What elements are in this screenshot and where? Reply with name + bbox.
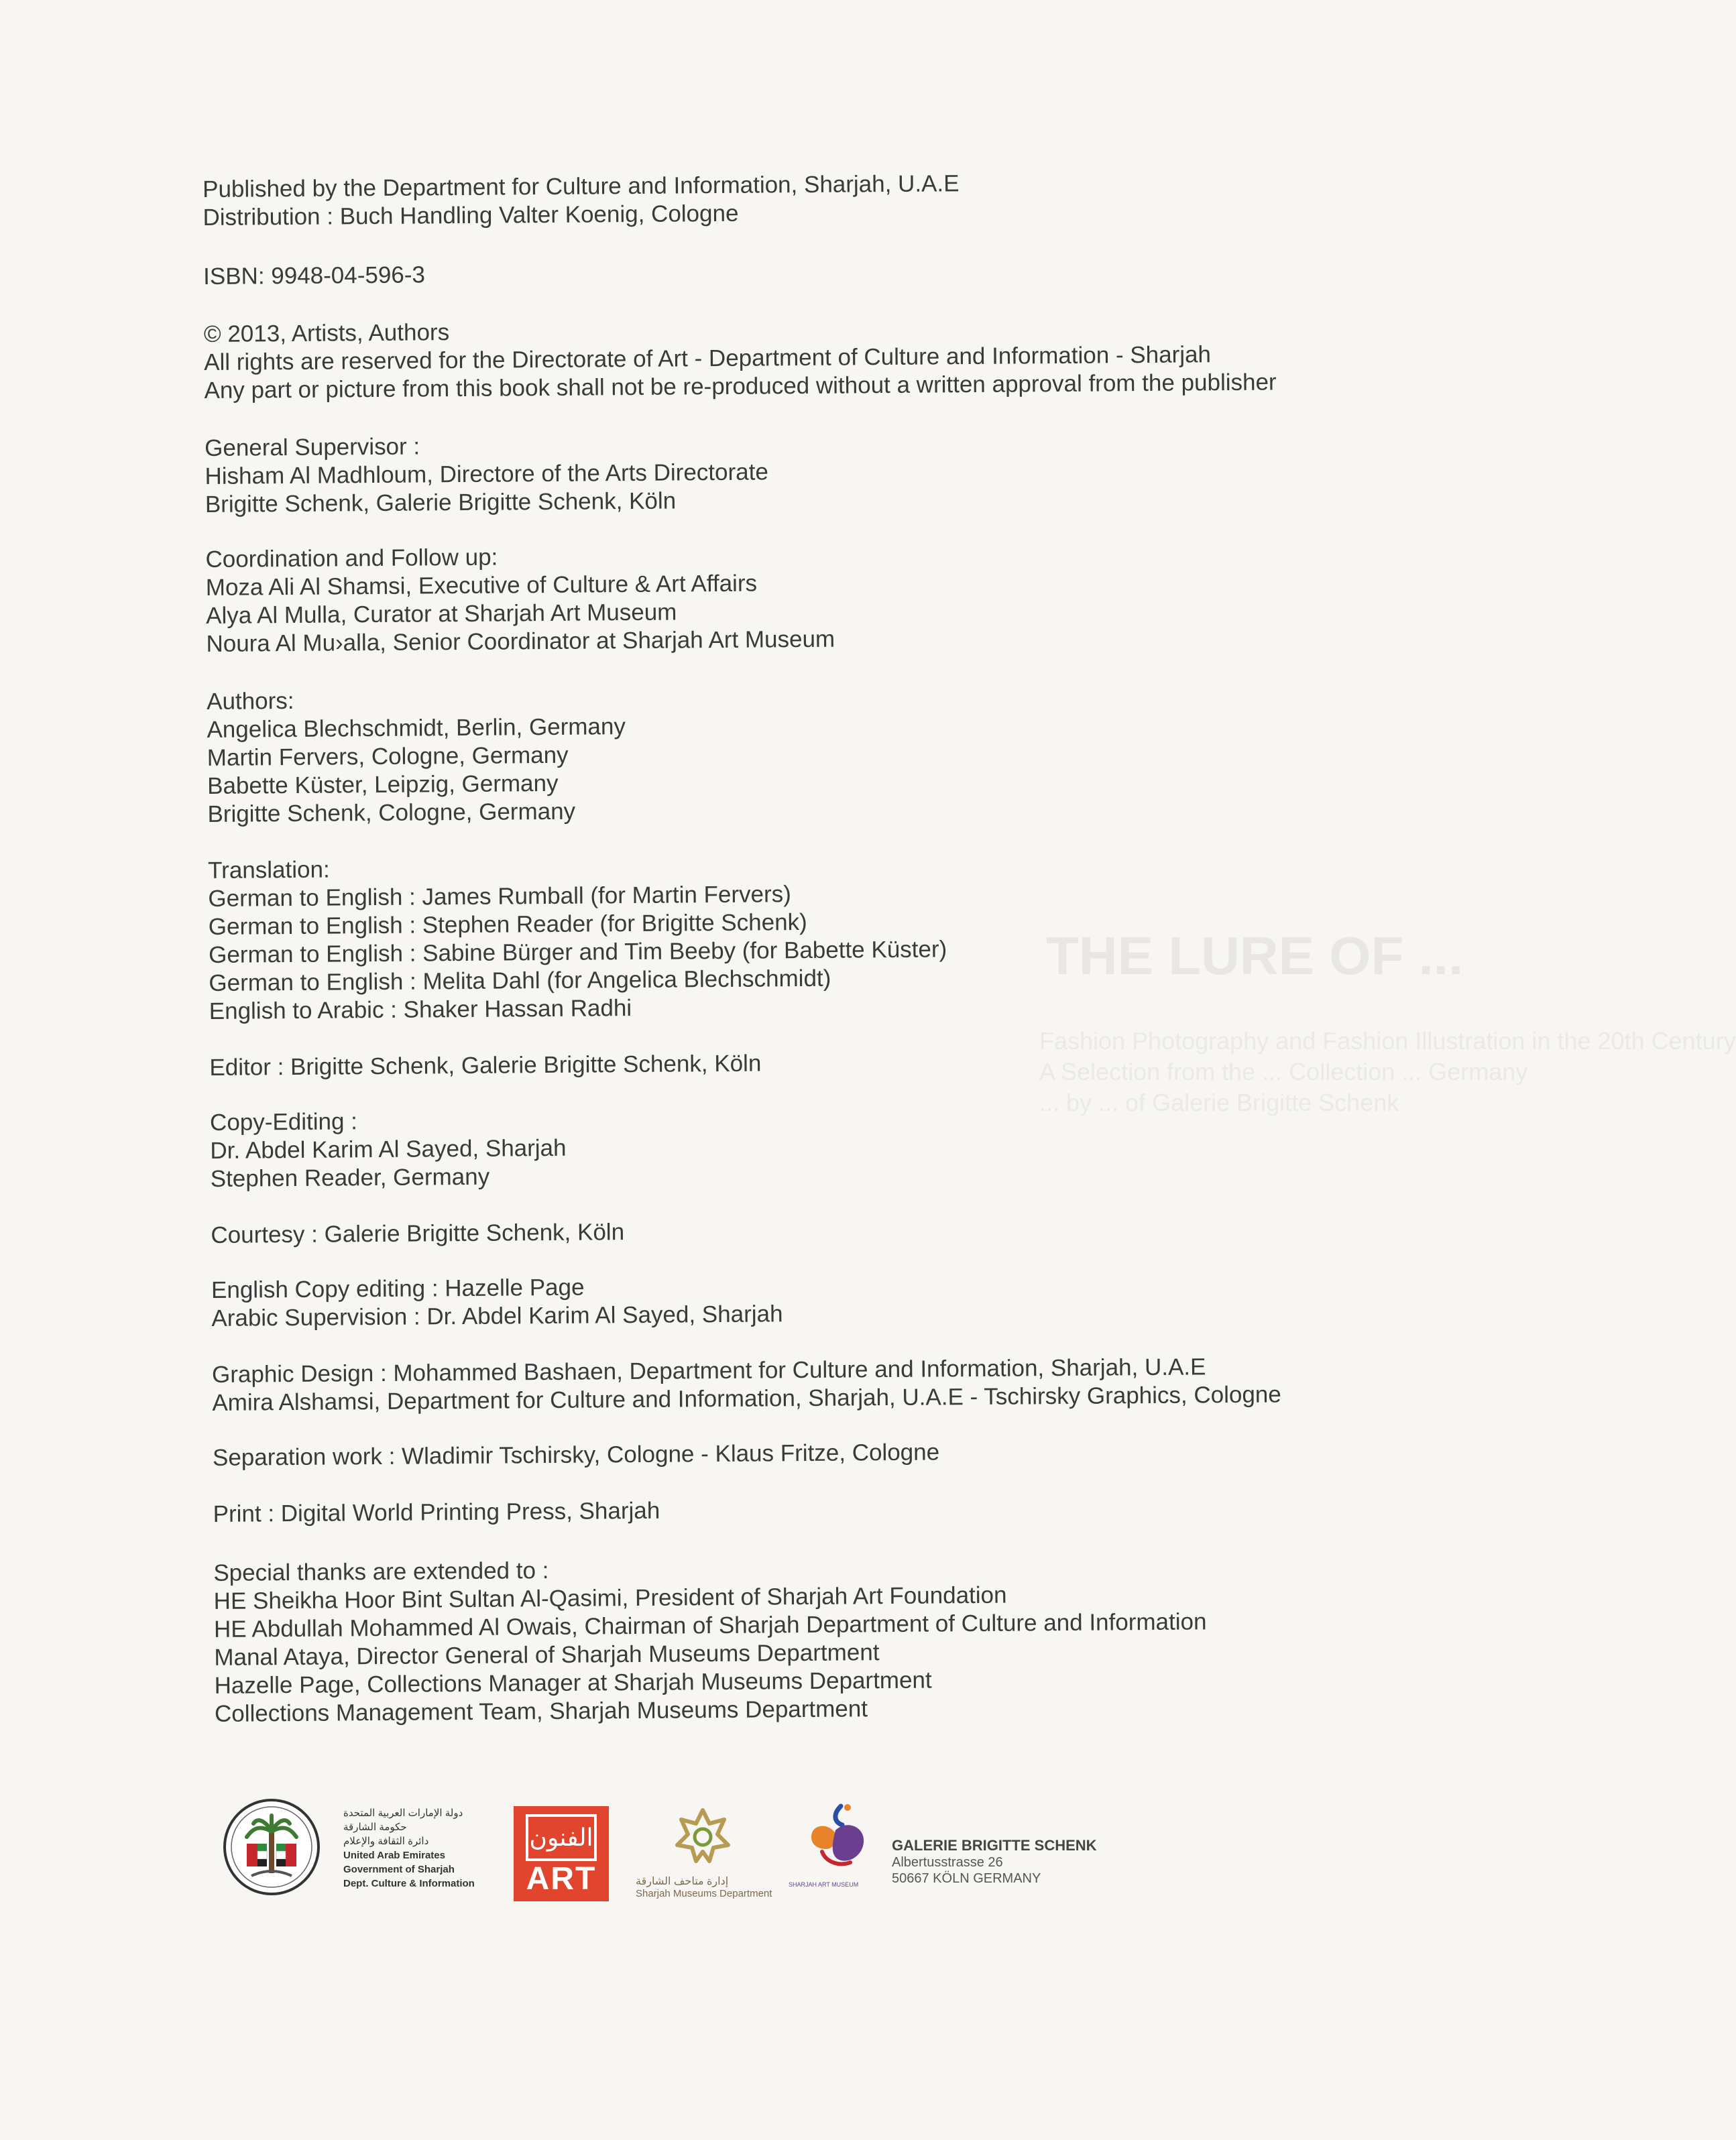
credit-line: Moza Ali Al Shamsi, Executive of Culture & Art Affairs <box>205 570 758 601</box>
credit-line: All rights are reserved for the Directorate of Art - Department of Culture and Information - Sharjah <box>204 341 1212 375</box>
government-of-sharjah-text <box>343 1806 475 1891</box>
credit-block <box>205 425 1412 519</box>
credit-line: Special thanks are extended to : <box>213 1557 549 1586</box>
credit-line: Stephen Reader, Germany <box>210 1163 490 1192</box>
credit-line: Collections Management Team, Sharjah Museums Department <box>214 1696 868 1727</box>
credit-block <box>207 678 1415 829</box>
credit-block <box>211 1212 1417 1250</box>
credit-line: German to English : Stephen Reader (for Brigitte Schenk) <box>208 908 807 940</box>
uae-english-line: Government of Sharjah <box>343 1864 455 1875</box>
credit-line: Manal Ataya, Director General of Sharjah Museums Department <box>214 1639 880 1671</box>
credit-block <box>211 1267 1419 1333</box>
bleed-through-title: THE LURE OF ... <box>1046 926 1464 986</box>
credit-line: German to English : Melita Dahl (for Angelica Blechschmidt) <box>209 965 831 996</box>
credit-block <box>212 1352 1420 1417</box>
uae-arabic-line: دولة الإمارات العربية المتحدة <box>343 1807 463 1819</box>
credit-block <box>209 1045 1416 1082</box>
uae-english-line: United Arab Emirates <box>343 1850 445 1861</box>
credit-block <box>205 536 1413 658</box>
credit-line: Any part or picture from this book shall not be re-produced without a written approval from the publisher <box>204 369 1277 404</box>
credit-line: Copy-Editing : <box>209 1108 358 1136</box>
credit-line: English to Arabic : Shaker Hassan Radhi <box>209 995 632 1024</box>
credit-line: Noura Al Mu›alla, Senior Coordinator at Sharjah Art Museum <box>206 626 835 657</box>
credit-block <box>208 847 1416 1026</box>
art-logo-arabic: الفنون <box>526 1814 597 1861</box>
gallery-address-line: Albertusstrasse 26 <box>892 1855 1003 1870</box>
credit-block <box>213 1550 1422 1728</box>
credit-line: Alya Al Mulla, Curator at Sharjah Art Museum <box>206 599 677 629</box>
credit-line: Distribution : Buch Handling Valter Koenig, Cologne <box>202 200 739 231</box>
credit-block <box>213 1491 1420 1529</box>
credit-block <box>213 1435 1420 1472</box>
credit-line: Hisham Al Madhloum, Directore of the Arts Directorate <box>205 459 768 489</box>
credit-line: Editor : Brigitte Schenk, Galerie Brigitte Schenk, Köln <box>209 1050 762 1081</box>
credit-line: Authors: <box>207 687 294 715</box>
credit-line: German to English : James Rumball (for Martin Fervers) <box>208 881 792 912</box>
gallery-name: GALERIE BRIGITTE SCHENK <box>892 1837 1097 1854</box>
uae-arabic-line: دائرة الثقافة والإعلام <box>343 1836 429 1847</box>
credit-line: English Copy editing : Hazelle Page <box>211 1274 585 1303</box>
credit-block <box>203 253 1410 291</box>
credit-line: Hazelle Page, Collections Manager at Sharjah Museums Department <box>214 1667 932 1699</box>
credit-line: ISBN: 9948-04-596-3 <box>203 261 426 290</box>
credit-line: Print : Digital World Printing Press, Sharjah <box>213 1497 660 1527</box>
credit-line: Arabic Supervision : Dr. Abdel Karim Al Sayed, Sharjah <box>211 1301 783 1331</box>
sharjah-art-museum-label: SHARJAH ART MUSEUM <box>789 1881 859 1888</box>
credit-block <box>210 1099 1417 1193</box>
credit-line: Published by the Department for Culture and Information, Sharjah, U.A.E <box>202 170 960 202</box>
bleed-through-line: Fashion Photography and Fashion Illustration in the 20th Century <box>1039 1027 1736 1055</box>
uae-english-line: Dept. Culture & Information <box>343 1878 475 1889</box>
credit-line: Brigitte Schenk, Galerie Brigitte Schenk, Köln <box>205 487 677 518</box>
logo-strip <box>221 1797 1428 1911</box>
credit-line: HE Abdullah Mohammed Al Owais, Chairman of Sharjah Department of Culture and Information <box>213 1608 1207 1643</box>
credit-line: Amira Alshamsi, Department for Culture and Information, Sharjah, U.A.E - Tschirsky Graphics, Cologne <box>212 1381 1281 1416</box>
credits-column <box>202 166 1422 1728</box>
credit-line: General Supervisor : <box>205 433 420 461</box>
credit-line: Courtesy : Galerie Brigitte Schenk, Köln <box>211 1219 625 1248</box>
art-directorate-logo <box>514 1806 609 1901</box>
credit-line: Martin Fervers, Cologne, Germany <box>207 741 569 771</box>
sharjah-museums-star-icon <box>675 1807 731 1864</box>
bleed-through-line: A Selection from the ... Collection ... Germany <box>1039 1058 1528 1085</box>
smd-arabic: إدارة متاحف الشارقة <box>636 1876 729 1887</box>
credit-line: Graphic Design : Mohammed Bashaen, Department for Culture and Information, Sharjah, U.A.E <box>211 1354 1206 1388</box>
sharjah-art-museum-icon <box>806 1802 870 1877</box>
sharjah-emblem-icon <box>221 1797 322 1897</box>
credit-line: Dr. Abdel Karim Al Sayed, Sharjah <box>210 1134 567 1164</box>
credit-line: Babette Küster, Leipzig, Germany <box>207 770 559 799</box>
art-logo-english: ART <box>526 1861 597 1897</box>
galerie-brigitte-schenk-block <box>892 1837 1097 1887</box>
credit-line: German to English : Sabine Bürger and Tim Beeby (for Babette Küster) <box>208 936 947 968</box>
bleed-through-line: ... by ... of Galerie Brigitte Schenk <box>1039 1089 1399 1116</box>
gallery-address-line: 50667 KÖLN GERMANY <box>892 1871 1041 1886</box>
smd-english: Sharjah Museums Department <box>636 1888 772 1899</box>
credit-line: Translation: <box>207 856 330 884</box>
credit-line: Separation work : Wladimir Tschirsky, Cologne - Klaus Fritze, Cologne <box>212 1439 940 1471</box>
uae-arabic-line: حكومة الشارقة <box>343 1822 407 1833</box>
credit-line: Coordination and Follow up: <box>205 544 498 573</box>
credit-block <box>204 311 1411 405</box>
credit-line: Angelica Blechschmidt, Berlin, Germany <box>207 713 626 743</box>
credit-line: © 2013, Artists, Authors <box>203 319 450 347</box>
credit-line: HE Sheikha Hoor Bint Sultan Al-Qasimi, President of Sharjah Art Foundation <box>213 1582 1007 1614</box>
sharjah-museums-label <box>636 1875 772 1899</box>
credit-line: Brigitte Schenk, Cologne, Germany <box>207 798 576 827</box>
credit-block <box>202 166 1410 232</box>
